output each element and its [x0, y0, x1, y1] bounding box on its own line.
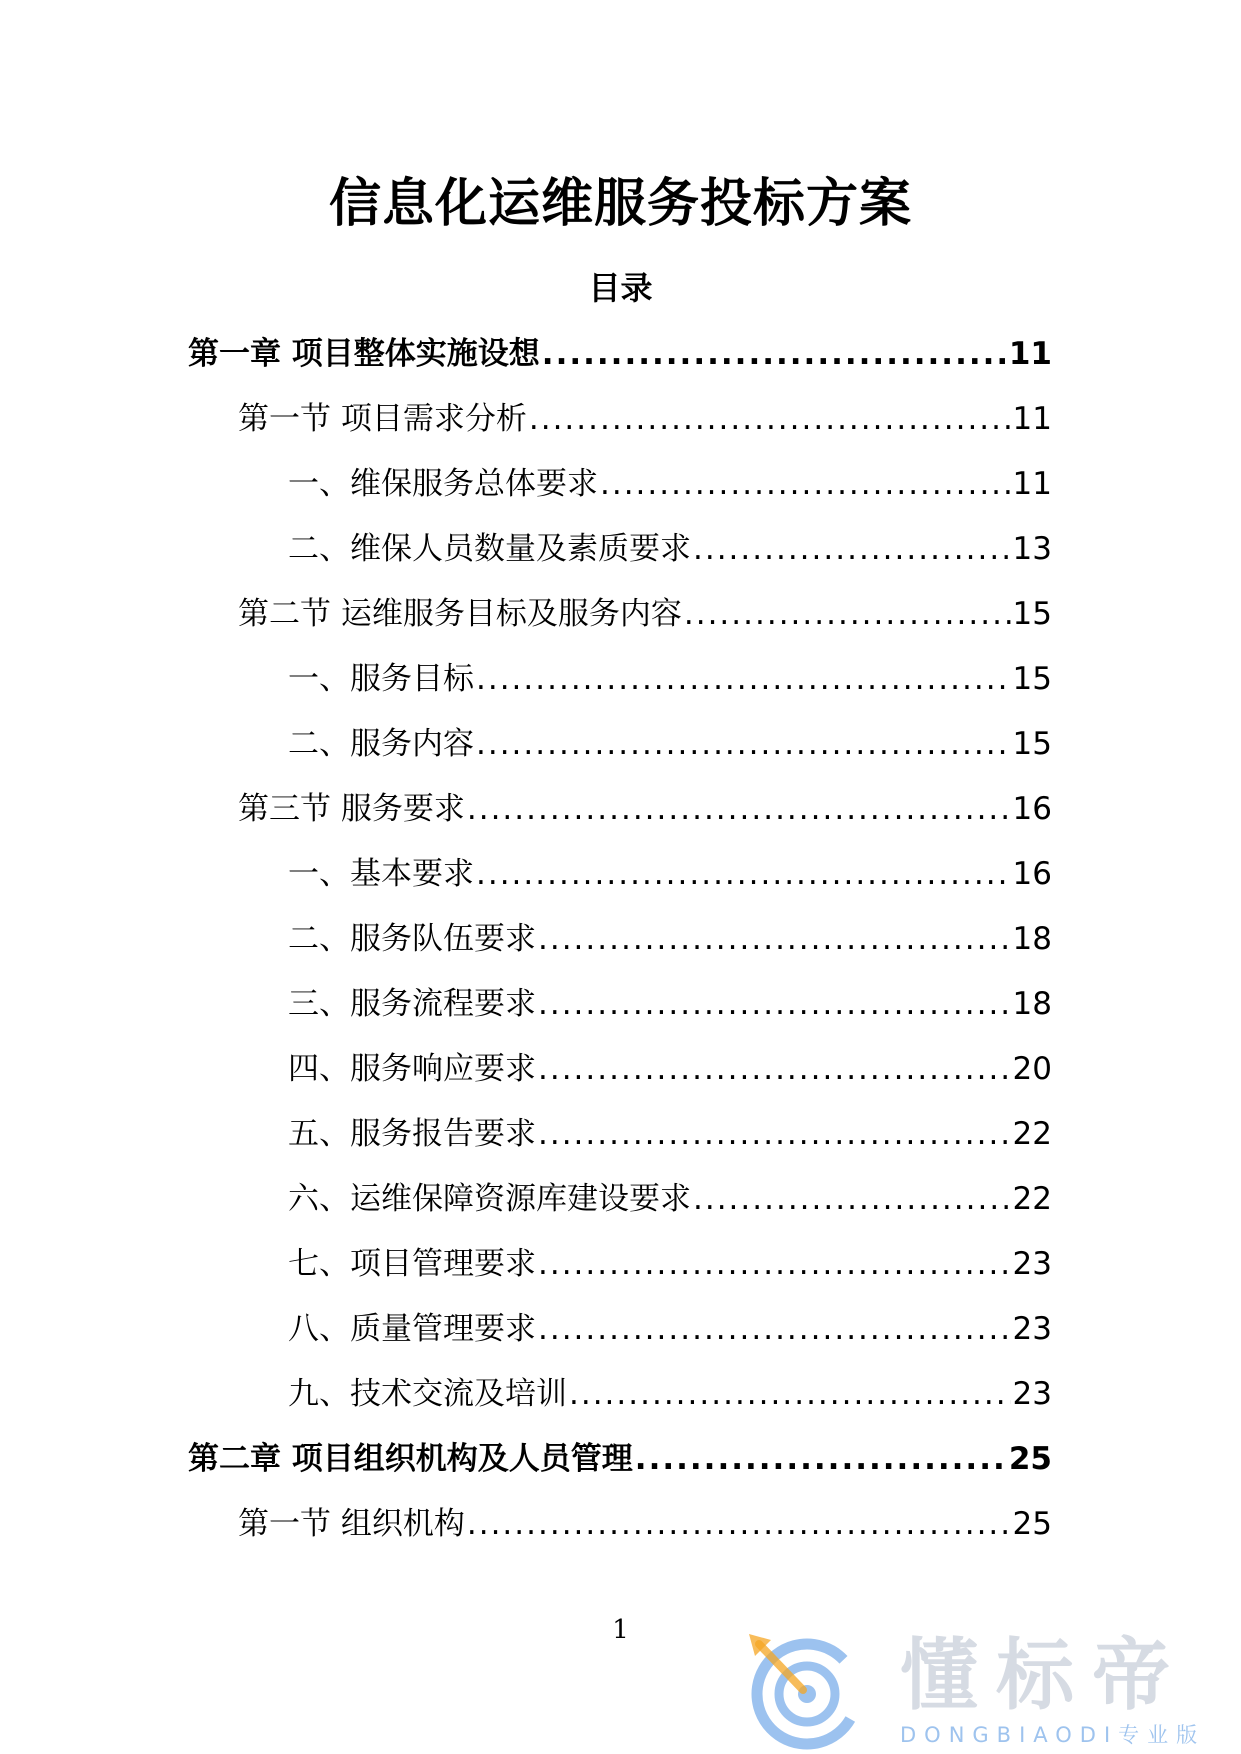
toc-entry[interactable] — [188, 582, 1052, 647]
toc-dot-leader — [538, 907, 1011, 972]
toc-entry-page: 15 — [1012, 596, 1052, 632]
toc-entry-title: 九、技术交流及培训 — [288, 1376, 567, 1412]
toc-entry-page: 15 — [1012, 726, 1052, 762]
toc-entry-page: 22 — [1012, 1181, 1052, 1217]
watermark-brand-subtitle: DONGBIAODI专业版 — [900, 1723, 1206, 1747]
document-title: 信息化运维服务投标方案 — [328, 174, 912, 234]
toc-entry[interactable] — [188, 712, 1052, 777]
toc-dot-leader — [600, 452, 1011, 517]
toc-entry-title: 五、服务报告要求 — [288, 1116, 536, 1152]
toc-dot-leader — [476, 647, 1011, 712]
toc-entry-title: 二、服务队伍要求 — [288, 921, 536, 957]
watermark-brand-name: 懂标帝 — [900, 1631, 1189, 1721]
toc-dot-leader — [476, 842, 1011, 907]
toc-entry-page: 15 — [1012, 661, 1052, 697]
toc-dot-leader — [538, 1102, 1011, 1167]
toc-entry[interactable] — [188, 1297, 1052, 1362]
toc-entry-title: 六、运维保障资源库建设要求 — [288, 1181, 691, 1217]
toc-entry-page: 20 — [1012, 1051, 1052, 1087]
toc-entry[interactable] — [188, 1037, 1052, 1102]
toc-entry-page: 25 — [1008, 1441, 1052, 1477]
toc-entry-title: 一、维保服务总体要求 — [288, 466, 598, 502]
toc-dot-leader — [538, 1297, 1011, 1362]
toc-entry[interactable] — [188, 387, 1052, 452]
toc-dot-leader — [467, 777, 1011, 842]
toc-entry-title: 二、服务内容 — [288, 726, 474, 762]
toc-dot-leader — [476, 712, 1011, 777]
toc-dot-leader — [569, 1362, 1011, 1427]
toc-entry-page: 23 — [1012, 1246, 1052, 1282]
toc-entry-page: 11 — [1012, 466, 1052, 502]
toc-dot-leader — [529, 387, 1011, 452]
toc-entry-title: 第二章 项目组织机构及人员管理 — [188, 1441, 633, 1477]
toc-entry-title: 八、质量管理要求 — [288, 1311, 536, 1347]
toc-entry[interactable] — [188, 517, 1052, 582]
toc-entry-title: 七、项目管理要求 — [288, 1246, 536, 1282]
toc-entry-page: 23 — [1012, 1376, 1052, 1412]
toc-entry[interactable] — [188, 452, 1052, 517]
toc-entry-title: 第二节 运维服务目标及服务内容 — [238, 596, 682, 632]
toc-entry[interactable] — [188, 842, 1052, 907]
toc-entry[interactable] — [188, 1167, 1052, 1232]
toc-entry-title: 二、维保人员数量及素质要求 — [288, 531, 691, 567]
toc-entry[interactable] — [188, 777, 1052, 842]
toc-entry-page: 22 — [1012, 1116, 1052, 1152]
toc-entry[interactable] — [188, 1362, 1052, 1427]
toc-dot-leader — [684, 582, 1011, 647]
page-number: 1 — [612, 1615, 629, 1645]
toc-entry-page: 23 — [1012, 1311, 1052, 1347]
toc-entry[interactable] — [188, 1427, 1052, 1492]
toc-entry-page: 16 — [1012, 791, 1052, 827]
toc-entry-title: 第三节 服务要求 — [238, 791, 465, 827]
toc-dot-leader — [467, 1492, 1011, 1557]
toc-entry-page: 11 — [1012, 401, 1052, 437]
toc-entry[interactable] — [188, 647, 1052, 712]
toc-entry-page: 18 — [1012, 921, 1052, 957]
target-arrow-icon — [745, 1632, 865, 1750]
toc-dot-leader — [693, 1167, 1011, 1232]
toc-dot-leader — [538, 1232, 1011, 1297]
toc-dot-leader — [635, 1427, 1007, 1492]
toc-entry-title: 第一节 组织机构 — [238, 1506, 465, 1542]
toc-entry[interactable] — [188, 1102, 1052, 1167]
watermark — [745, 1630, 1215, 1752]
toc-dot-leader — [538, 1037, 1011, 1102]
toc-entry-title: 一、基本要求 — [288, 856, 474, 892]
toc-entry-page: 11 — [1008, 336, 1052, 372]
toc-entry[interactable] — [188, 322, 1052, 387]
toc-entry-title: 第一节 项目需求分析 — [238, 401, 527, 437]
toc-entry[interactable] — [188, 907, 1052, 972]
toc-entry-page: 25 — [1012, 1506, 1052, 1542]
toc-dot-leader — [542, 322, 1007, 387]
toc-entry-page: 16 — [1012, 856, 1052, 892]
toc-entry-page: 18 — [1012, 986, 1052, 1022]
toc-entry-title: 一、服务目标 — [288, 661, 474, 697]
toc-heading: 目录 — [588, 269, 653, 307]
toc-dot-leader — [538, 972, 1011, 1037]
table-of-contents — [188, 322, 1052, 1557]
toc-entry-title: 四、服务响应要求 — [288, 1051, 536, 1087]
toc-entry[interactable] — [188, 1492, 1052, 1557]
toc-entry[interactable] — [188, 972, 1052, 1037]
toc-entry[interactable] — [188, 1232, 1052, 1297]
toc-entry-page: 13 — [1012, 531, 1052, 567]
toc-entry-title: 第一章 项目整体实施设想 — [188, 336, 540, 372]
toc-entry-title: 三、服务流程要求 — [288, 986, 536, 1022]
toc-dot-leader — [693, 517, 1011, 582]
